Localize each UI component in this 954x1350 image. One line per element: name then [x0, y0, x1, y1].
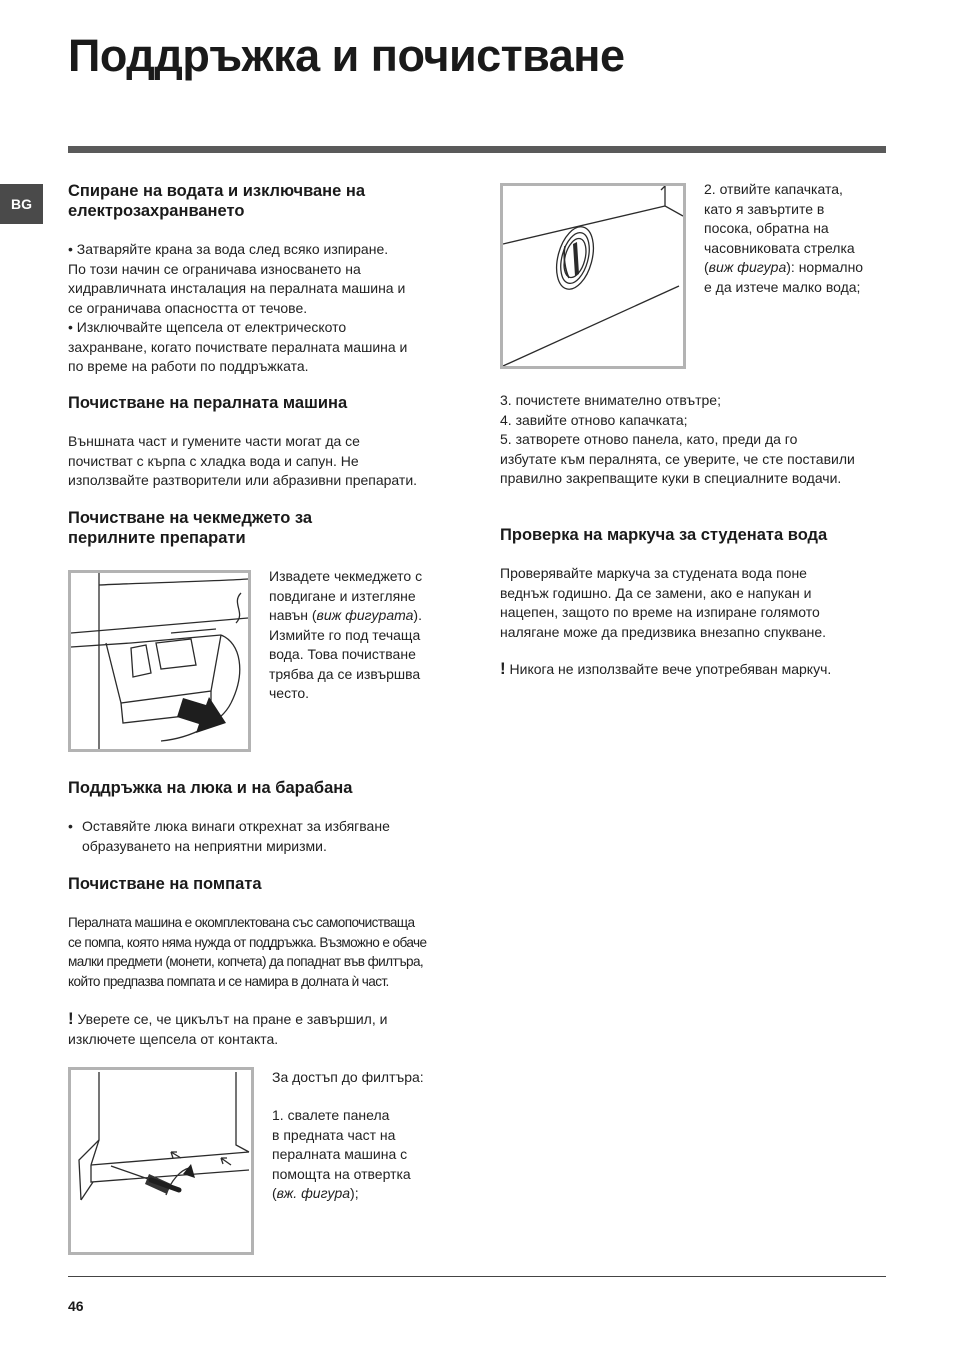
body-line: се ограничава опасността от течове.	[68, 299, 308, 316]
body-line: • Изключвайте щепсела от електрическото	[68, 319, 347, 335]
section-heading-pump: Почистване на помпата	[68, 875, 262, 893]
section-body-drawer	[269, 567, 422, 704]
heading-line: електрозахранването	[68, 202, 245, 220]
body-line: нацепен, защото по време на изпиране голямото	[500, 604, 820, 620]
body-line	[500, 659, 831, 680]
body-line: Външната част и гумените части могат да се	[68, 433, 360, 449]
body-line: часовниковата стрелка	[704, 239, 855, 256]
text-run: (	[272, 1185, 277, 1201]
text-run: Уверете се, че цикълът на пране е завършил, и	[73, 1011, 388, 1027]
text-run: навън (	[269, 607, 317, 623]
panel-removal-figure	[68, 1067, 254, 1255]
body-line: почистват с кърпа с хладка вода и сапун. Не	[68, 452, 359, 469]
body-line: вода. Това почистване	[269, 646, 416, 662]
body-line: По този начин се ограничава износването на	[68, 260, 361, 277]
body-line: Пералната машина е окомплектована със самопочистваща	[68, 915, 415, 930]
figure-ref: виж фигурата	[316, 607, 414, 623]
pump-warning	[68, 1009, 387, 1049]
body-line: Измийте го под течаща	[269, 626, 421, 643]
body-line: се помпа, която няма нужда от поддръжка. Възможно е обаче	[68, 934, 427, 950]
filter-cap-illustration	[503, 186, 683, 366]
text-run: ): нормално	[786, 259, 864, 275]
section-body-hose-check	[500, 564, 826, 642]
section-heading-water-power	[68, 181, 365, 221]
arrow-icon	[177, 697, 226, 733]
body-line: захранване, когато почиствате пералната машина и	[68, 338, 408, 355]
body-line: правилно закрепващите куки в специалните водачи.	[500, 470, 842, 486]
warning-icon: !	[68, 1009, 74, 1028]
section-body-door-drum	[68, 817, 448, 856]
filter-step-1	[272, 1106, 411, 1204]
body-line: който предпазва помпата и се намира в долната ѝ част.	[68, 973, 389, 989]
section-body-water-power	[68, 240, 407, 377]
heading-line: Спиране на водата и изключване на	[68, 182, 366, 200]
body-line: е да изтече малко вода;	[704, 278, 861, 295]
body-line: избутате към пералнята, се уверите, че сте поставили	[500, 450, 855, 467]
body-line: като я завъртите в	[704, 200, 825, 217]
body-line: в предната част на	[272, 1126, 396, 1143]
drawer-figure	[68, 570, 251, 752]
body-line: 3. почистете внимателно отвътре;	[500, 392, 721, 408]
body-line: 2. отвийте капачката,	[704, 181, 843, 197]
title-rule	[68, 146, 886, 153]
rotate-arrow-icon	[183, 1164, 195, 1178]
figure-ref: вж. фигура	[276, 1185, 351, 1201]
body-line: Проверявайте маркуча за студената вода поне	[500, 565, 807, 581]
body-line: 4. завийте отново капачката;	[500, 411, 688, 428]
body-line	[269, 606, 422, 626]
body-line: пералната машина с	[272, 1146, 408, 1162]
body-line: образуването на неприятни миризми.	[82, 837, 327, 854]
body-line: малки предмети (монети, копчета) да попаднат във филтъра,	[68, 954, 424, 969]
section-heading-drawer	[68, 508, 312, 548]
text-run: );	[350, 1185, 359, 1201]
body-line: използвайте разтворители или абразивни препарати.	[68, 472, 418, 488]
body-line: Извадете чекмеджето с	[269, 568, 423, 584]
figure-ref: виж фигура	[708, 259, 787, 275]
body-line: Оставяйте люка винаги открехнат за избягване	[82, 818, 390, 834]
section-body-machine-cleaning	[68, 432, 417, 491]
text-run: Никога не използвайте вече употребяван маркуч.	[505, 661, 832, 677]
body-line: 5. затворете отново панела, като, преди да го	[500, 431, 798, 447]
body-line: • Затваряйте крана за вода след всяко изпиране.	[68, 241, 389, 257]
text-run: (	[704, 259, 709, 275]
heading-line: Почистване на чекмеджето за	[68, 509, 313, 527]
section-body-pump	[68, 913, 427, 991]
body-line	[68, 1009, 387, 1030]
panel-removal-illustration	[71, 1070, 251, 1252]
body-line: повдигане и изтегляне	[269, 587, 416, 604]
body-line: трябва да се извършва	[269, 665, 421, 682]
section-heading-hose-check: Проверка на маркуча за студената вода	[500, 526, 828, 544]
filter-steps-3-5	[500, 391, 855, 489]
section-heading-machine-cleaning: Почистване на пералната машина	[68, 394, 348, 412]
body-line: 1. свалете панела	[272, 1107, 390, 1123]
body-line: налягане може да предизвика внезапно спукване.	[500, 623, 827, 640]
body-line: веднъж годишно. Да се замени, ако е напукан и	[500, 584, 812, 601]
body-line: посока, обратна на	[704, 220, 829, 236]
heading-line: перилните препарати	[68, 529, 246, 547]
hose-warning	[500, 659, 831, 680]
text-run: ).	[413, 607, 422, 623]
warning-icon: !	[500, 659, 506, 678]
body-line	[704, 258, 863, 278]
section-heading-door-drum: Поддръжка на люка и на барабана	[68, 779, 353, 797]
filter-cap-figure	[500, 183, 686, 369]
body-line: по време на работи по поддръжката.	[68, 358, 309, 374]
page-title: Поддръжка и почистване	[68, 30, 625, 81]
footer-rule	[68, 1276, 886, 1277]
body-line: често.	[269, 685, 310, 701]
body-line: хидравличната инсталация на пералната машина и	[68, 280, 406, 296]
drawer-illustration	[71, 573, 248, 749]
body-line	[272, 1184, 411, 1204]
page-number: 46	[68, 1298, 84, 1314]
filter-step-2	[704, 180, 863, 297]
body-line: помощта на отвертка	[272, 1165, 411, 1182]
filter-access-intro: За достъп до филтъра:	[272, 1069, 424, 1085]
body-line: изключете щепсела от контакта.	[68, 1030, 279, 1047]
language-tab: BG	[0, 184, 43, 224]
bullet-icon: •	[68, 818, 73, 834]
